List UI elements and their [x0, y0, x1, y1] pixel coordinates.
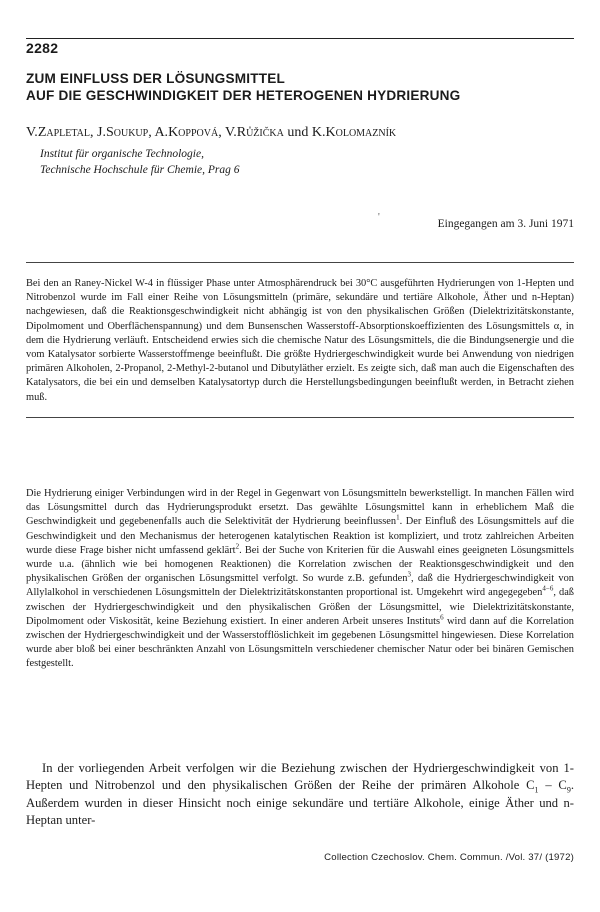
author-separator: ,: [218, 125, 225, 140]
subscript: 9: [566, 785, 571, 795]
subscript: 1: [534, 785, 539, 795]
journal-page: [26, 0, 574, 912]
journal-footer: Collection Czechoslov. Chem. Commun. /Vol. 37/ (1972): [324, 852, 574, 863]
affiliation: [40, 146, 240, 178]
reference-marker: 6: [440, 613, 444, 622]
reference-marker: 1: [396, 513, 400, 522]
text-run: . Bei der Suche von Kriterien für die Auswahl eines geeigneten Lösungsmittels wurde u.a. (ähnlich wie bei homogenen Reaktionen) die Korrelation zwischen der Reaktionsgeschwindigkeit und den physikalischen Größen der organischen Lösungsmittel verfolgt. So wurde z.B. gefunden: [26, 544, 574, 585]
abstract-box: [26, 262, 574, 418]
text-run: , daß die Hydriergeschwindigkeit von Allylalkohol in verschiedenen Lösungsmitteln der Dielektrizitätskonstanten proportional ist. Umgekehrt wird angegegeben: [26, 573, 574, 599]
author-4-initial: V.: [224, 125, 237, 140]
text-run: Die Hydrierung einiger Verbindungen wird in der Regel in Gegenwart von Lösungsmitteln bewerkstelligt. In manchen Fällen wird das Lösungsmittel durch das Hydrierungsprodukt ersetzt. Das gewählte Lösungsmittel kann in erheblichem Maß die Geschwindigkeit und gegebenenfalls auch die Selektivität der Hydrierung beeinflussen: [26, 488, 574, 528]
author-1-initial: V.: [26, 125, 38, 140]
title-line-2: AUF DIE GESCHWINDIGKEIT DER HETEROGENEN HYDRIERUNG: [26, 88, 461, 103]
author-separator: ,: [90, 125, 98, 140]
received-date: Eingegangen am 3. Juni 1971: [437, 218, 574, 230]
author-3-initial: A.: [154, 125, 169, 140]
author-3-name: Koppová: [168, 125, 219, 140]
text-run: – C: [538, 778, 567, 793]
author-separator: ,: [148, 125, 155, 140]
author-list: [26, 124, 574, 142]
introduction-paragraph-1: [26, 487, 574, 672]
reference-marker: 2: [235, 542, 240, 551]
text-run: , daß zwischen der Hydriergeschwindigkeit und den physikalischen Größen der Lösungsmittel, wie Dielektrizitätskonstante, Dipolmoment oder Viskosität, keine Beziehung existiert. In einer anderen Arbeit unseres Instituts: [26, 587, 575, 627]
author-5-initial: K.: [311, 125, 326, 140]
header-rule: [26, 38, 574, 39]
page-number: 2282: [26, 40, 59, 56]
reference-marker: 3: [407, 570, 411, 579]
affiliation-line-1: Institut für organische Technologie,: [40, 148, 204, 160]
author-conjunction: und: [283, 125, 312, 140]
stray-mark: ': [378, 212, 380, 223]
introduction-paragraph-2: [26, 760, 574, 830]
abstract-text: Bei den an Raney-Nickel W-4 in flüssiger Phase unter Atmosphärendruck bei 30°C ausgeführten Hydrierungen von 1-Hepten und Nitrobenzol wurde im Fall einer Reihe von Lösungsmitteln (primäre, sekundäre und tertiäre Alkohole, Äther und n-Heptan) nachgewiesen, daß die Reaktionsgeschwindigkeit nicht abhängig ist von den physikalischen Größen (Dielektrizitätskonstante, Dipolmoment und Oberflächenspannung) und dem Bunsenschen Wasserstoff-Absorptionskoeffizienten des Lösungsmittels α, in dem die Hydrierung verläuft. Entscheidend erwies sich die chemische Natur des Lösungsmittels, die die Bindungsenergie und die vom Katalysator sorbierte Wasserstoffmenge beeinflußt. Die größte Hydriergeschwindigkeit wurde bei Anwendung von niedrigen primären Alkoholen, 2-Propanol, 2-Methyl-2-butanol und Dibutyläther erzielt. Es zeigte sich, daß man auch die Eigenschaften des Katalysators, die bei ein und demselben Katalysatortyp durch die Herstellungsbedingungen beeinflußt werden, in Betracht ziehen muß.: [26, 278, 574, 403]
author-1-name: Zapletal: [37, 125, 91, 140]
text-run: . Außerdem wurden in dieser Hinsicht noch einige sekundäre und tertiäre Alkohole, einige Äther und n-Heptan unter-: [26, 778, 574, 828]
author-4-name: Růžička: [236, 125, 284, 140]
reference-marker: 4−6: [542, 584, 554, 593]
text-run: wird dann auf die Korrelation zwischen der Hydriergeschwindigkeit und der Wasserstofflöslichkeit im gegebenen Lösungsmittel hingewiesen. Diese Korrelation wurde aber bloß bei einer beschränkten Anzahl von Lösungsmitteln verschiedener chemischer Natur oder bei binären Gemischen festgestellt.: [26, 615, 574, 670]
author-5-name: Kolomazník: [325, 125, 397, 140]
author-2-name: Soukup: [105, 125, 149, 140]
author-2-initial: J.: [97, 125, 106, 140]
article-title: [26, 70, 574, 104]
title-line-1: ZUM EINFLUSS DER LÖSUNGSMITTEL: [26, 71, 285, 86]
text-run: In der vorliegenden Arbeit verfolgen wir die Beziehung zwischen der Hydriergeschwindigkeit von 1-Hepten und Nitrobenzol und den physikalischen Größen der Reihe der primären Alkohole C: [26, 761, 574, 793]
text-run: . Der Einfluß des Lösungsmittels auf die Geschwindigkeit und den Mechanismus der heterogenen katalytischen Reaktion ist kompliziert, und trotz zahlreichen Arbeiten wurde diese Frage bisher nicht umfassend geklärt: [26, 516, 574, 556]
affiliation-line-2: Technische Hochschule für Chemie, Prag 6: [40, 164, 240, 176]
